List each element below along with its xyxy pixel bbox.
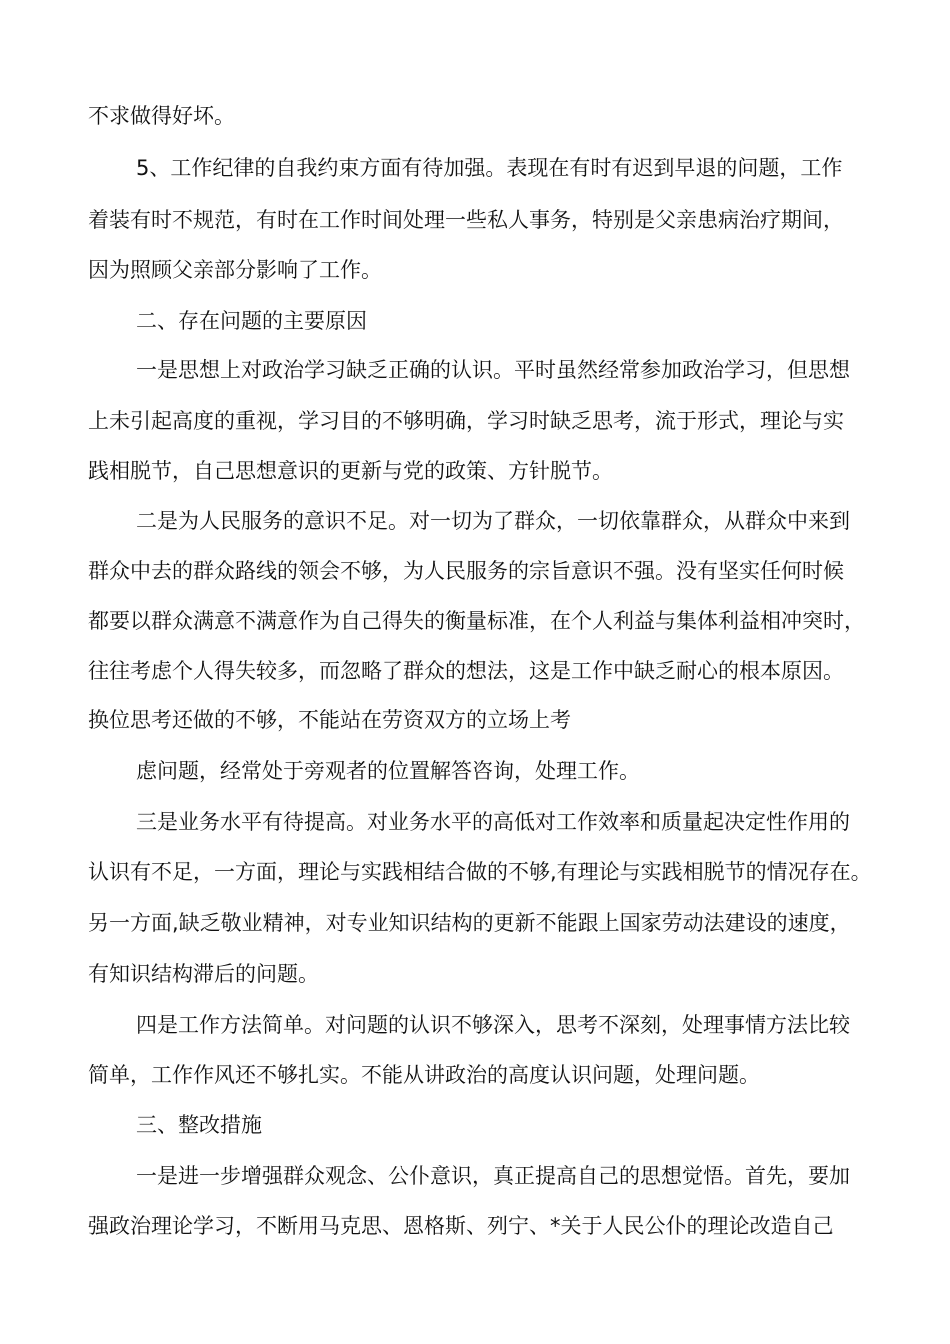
text-line: 认识有不足，一方面，理论与实践相结合做的不够,有理论与实践相脱节的情况存在。 bbox=[88, 860, 872, 884]
text-line: 往往考虑个人得失较多，而忽略了群众的想法，这是工作中缺乏耐心的根本原因。 bbox=[88, 659, 844, 683]
text-line: 都要以群众满意不满意作为自己得失的衡量标准，在个人利益与集体利益相冲突时， bbox=[88, 609, 865, 633]
text-line: 践相脱节，自己思想意识的更新与党的政策、方针脱节。 bbox=[88, 459, 613, 483]
text-line: 换位思考还做的不够，不能站在劳资双方的立场上考 bbox=[88, 708, 571, 732]
text-line: 着装有时不规范，有时在工作时间处理一些私人事务，特别是父亲患病治疗期间， bbox=[88, 208, 844, 232]
text-line: 一是思想上对政治学习缺乏正确的认识。平时虽然经常参加政治学习，但思想 bbox=[136, 358, 850, 382]
text-line: 强政治理论学习，不断用马克思、恩格斯、列宁、*关于人民公仆的理论改造自己 bbox=[88, 1214, 834, 1238]
text-line: 四是工作方法简单。对问题的认识不够深入，思考不深刻，处理事情方法比较 bbox=[136, 1013, 850, 1037]
section-heading: 三、整改措施 bbox=[136, 1113, 262, 1137]
text-line: 因为照顾父亲部分影响了工作。 bbox=[88, 258, 382, 282]
text-line: 另一方面,缺乏敬业精神，对专业知识结构的更新不能跟上国家劳动法建设的速度， bbox=[88, 911, 851, 935]
text-line: 有知识结构滞后的问题。 bbox=[88, 962, 319, 986]
text-line: 简单，工作作风还不够扎实。不能从讲政治的高度认识问题，处理问题。 bbox=[88, 1063, 760, 1087]
text-line: 一是进一步增强群众观念、公仆意识，真正提高自己的思想觉悟。首先，要加 bbox=[136, 1164, 850, 1188]
text-line: 二是为人民服务的意识不足。对一切为了群众，一切依靠群众，从群众中来到 bbox=[136, 509, 850, 533]
text-line: 三是业务水平有待提高。对业务水平的高低对工作效率和质量起决定性作用的 bbox=[136, 810, 850, 834]
section-heading: 二、存在问题的主要原因 bbox=[136, 309, 367, 333]
text-line: 上未引起高度的重视，学习目的不够明确，学习时缺乏思考，流于形式，理论与实 bbox=[88, 409, 844, 433]
text-line: 群众中去的群众路线的领会不够，为人民服务的宗旨意识不强。没有坚实任何时候 bbox=[88, 559, 844, 583]
text-line: 5、工作纪律的自我约束方面有待加强。表现在有时有迟到早退的问题，工作 bbox=[136, 156, 843, 180]
text-line: 虑问题，经常处于旁观者的位置解答咨询，处理工作。 bbox=[136, 759, 640, 783]
text-line: 不求做得好坏。 bbox=[88, 104, 235, 128]
